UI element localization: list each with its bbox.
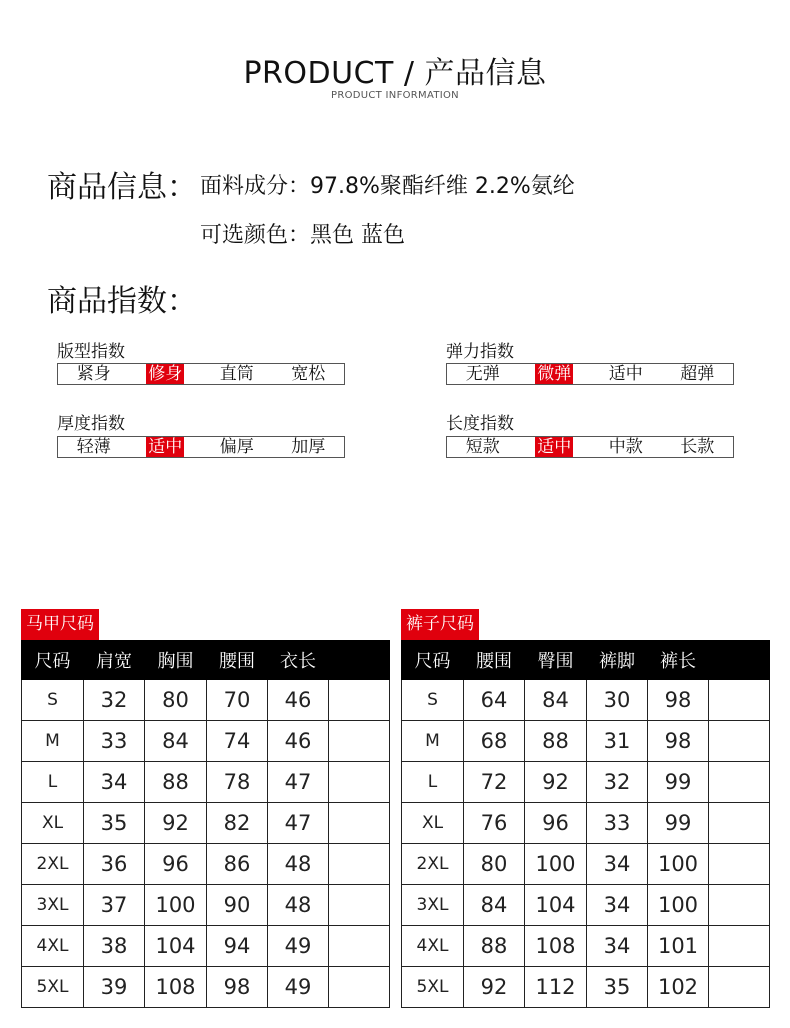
table-row [22, 721, 390, 762]
measurement-cell: 100 [525, 844, 587, 885]
column-header [329, 641, 390, 680]
product-info-heading: 商品信息： [47, 170, 197, 205]
measurement-cell: 84 [525, 680, 587, 721]
measurement-cell: 38 [84, 926, 145, 967]
measurement-cell: 49 [268, 967, 329, 1008]
column-header: 裤长 [648, 641, 709, 680]
column-header: 尺码 [402, 641, 464, 680]
measurement-cell [329, 680, 390, 721]
measurement-cell: 48 [268, 844, 329, 885]
measurement-cell [329, 762, 390, 803]
index-option [58, 437, 130, 457]
measurement-cell [709, 762, 770, 803]
measurement-cell: 82 [207, 803, 268, 844]
measurement-cell: 100 [648, 844, 709, 885]
table-row [22, 803, 390, 844]
measurement-cell: 80 [464, 844, 525, 885]
size-cell: S [22, 680, 84, 721]
table-header-row [22, 641, 390, 680]
measurement-cell: 108 [145, 967, 207, 1008]
thickness-index-bar [57, 436, 345, 458]
measurement-cell: 35 [587, 967, 648, 1008]
table-row [22, 885, 390, 926]
index-option-label: 紧身 [76, 364, 111, 384]
size-cell: XL [402, 803, 464, 844]
index-option-label: 偏厚 [219, 437, 254, 457]
measurement-cell [329, 844, 390, 885]
measurement-cell: 72 [464, 762, 525, 803]
length-index-bar [446, 436, 734, 458]
index-option-label: 微弹 [537, 364, 572, 384]
index-option-label: 超弹 [680, 364, 715, 384]
index-option [519, 437, 591, 457]
column-header: 衣长 [268, 641, 329, 680]
measurement-cell: 84 [464, 885, 525, 926]
measurement-cell: 34 [84, 762, 145, 803]
index-option-label: 中款 [608, 437, 643, 457]
size-cell: 5XL [402, 967, 464, 1008]
length-index-label: 长度指数 [446, 414, 514, 434]
table-row [22, 762, 390, 803]
table-row [402, 762, 770, 803]
size-cell: L [402, 762, 464, 803]
measurement-cell [709, 803, 770, 844]
fit-index-label: 版型指数 [57, 342, 125, 362]
measurement-cell: 94 [207, 926, 268, 967]
measurement-cell: 99 [648, 803, 709, 844]
index-option [590, 364, 662, 384]
table-row [402, 844, 770, 885]
measurement-cell: 112 [525, 967, 587, 1008]
index-option-label: 适中 [148, 437, 183, 457]
measurement-cell: 78 [207, 762, 268, 803]
index-option-label: 短款 [465, 437, 500, 457]
index-option-label: 直筒 [219, 364, 254, 384]
measurement-cell [709, 967, 770, 1008]
table-header-row [402, 641, 770, 680]
index-option [201, 437, 273, 457]
page-subtitle: PRODUCT INFORMATION [331, 90, 459, 101]
measurement-cell: 98 [648, 680, 709, 721]
measurement-cell: 76 [464, 803, 525, 844]
size-cell: 4XL [22, 926, 84, 967]
measurement-cell [709, 926, 770, 967]
measurement-cell: 39 [84, 967, 145, 1008]
measurement-cell: 88 [464, 926, 525, 967]
column-header: 肩宽 [84, 641, 145, 680]
index-option [273, 364, 345, 384]
index-option [273, 437, 345, 457]
measurement-cell [709, 680, 770, 721]
measurement-cell: 32 [84, 680, 145, 721]
index-option [590, 437, 662, 457]
measurement-cell: 86 [207, 844, 268, 885]
table-row [402, 721, 770, 762]
measurement-cell: 92 [464, 967, 525, 1008]
table-row [402, 885, 770, 926]
measurement-cell [329, 967, 390, 1008]
measurement-cell: 96 [525, 803, 587, 844]
index-option-label: 轻薄 [76, 437, 111, 457]
column-header: 腰围 [464, 641, 525, 680]
measurement-cell: 47 [268, 803, 329, 844]
measurement-cell: 104 [525, 885, 587, 926]
measurement-cell [709, 844, 770, 885]
measurement-cell [329, 926, 390, 967]
measurement-cell: 70 [207, 680, 268, 721]
measurement-cell [329, 803, 390, 844]
index-option [58, 364, 130, 384]
measurement-cell: 108 [525, 926, 587, 967]
measurement-cell: 99 [648, 762, 709, 803]
column-header: 臀围 [525, 641, 587, 680]
measurement-cell: 96 [145, 844, 207, 885]
index-option [130, 364, 202, 384]
measurement-cell: 102 [648, 967, 709, 1008]
size-cell: 5XL [22, 967, 84, 1008]
measurement-cell: 80 [145, 680, 207, 721]
fit-index-bar [57, 363, 345, 385]
measurement-cell [329, 721, 390, 762]
measurement-cell: 84 [145, 721, 207, 762]
size-cell: 2XL [402, 844, 464, 885]
table-row [22, 926, 390, 967]
measurement-cell: 32 [587, 762, 648, 803]
measurement-cell: 92 [145, 803, 207, 844]
index-option [447, 437, 519, 457]
index-option-label: 无弹 [465, 364, 500, 384]
measurement-cell: 34 [587, 844, 648, 885]
measurement-cell: 104 [145, 926, 207, 967]
measurement-cell: 33 [587, 803, 648, 844]
pants-size-table [401, 640, 770, 1008]
measurement-cell: 90 [207, 885, 268, 926]
measurement-cell: 88 [525, 721, 587, 762]
size-cell: 3XL [22, 885, 84, 926]
measurement-cell: 37 [84, 885, 145, 926]
measurement-cell: 92 [525, 762, 587, 803]
table-row [22, 967, 390, 1008]
stretch-index-bar [446, 363, 734, 385]
size-cell: M [402, 721, 464, 762]
vest-size-table [21, 640, 390, 1008]
measurement-cell: 33 [84, 721, 145, 762]
measurement-cell: 46 [268, 721, 329, 762]
table-row [402, 926, 770, 967]
column-header: 裤脚 [587, 641, 648, 680]
table-row [402, 680, 770, 721]
column-header: 尺码 [22, 641, 84, 680]
measurement-cell: 30 [587, 680, 648, 721]
stretch-index-label: 弹力指数 [446, 342, 514, 362]
measurement-cell: 74 [207, 721, 268, 762]
index-option [662, 437, 734, 457]
column-header: 胸围 [145, 641, 207, 680]
index-option [130, 437, 202, 457]
table-row [402, 803, 770, 844]
table-row [22, 680, 390, 721]
column-header: 腰围 [207, 641, 268, 680]
measurement-cell: 36 [84, 844, 145, 885]
measurement-cell: 100 [648, 885, 709, 926]
index-option-label: 宽松 [291, 364, 326, 384]
measurement-cell [709, 885, 770, 926]
measurement-cell: 46 [268, 680, 329, 721]
table-row [402, 967, 770, 1008]
measurement-cell: 48 [268, 885, 329, 926]
index-option-label: 适中 [608, 364, 643, 384]
size-cell: 2XL [22, 844, 84, 885]
size-cell: M [22, 721, 84, 762]
measurement-cell: 100 [145, 885, 207, 926]
index-option-label: 修身 [148, 364, 183, 384]
index-option [519, 364, 591, 384]
measurement-cell: 64 [464, 680, 525, 721]
measurement-cell: 34 [587, 926, 648, 967]
size-cell: 3XL [402, 885, 464, 926]
size-cell: 4XL [402, 926, 464, 967]
product-index-heading: 商品指数： [47, 284, 197, 319]
measurement-cell: 98 [207, 967, 268, 1008]
index-option-label: 加厚 [291, 437, 326, 457]
measurement-cell: 88 [145, 762, 207, 803]
measurement-cell: 31 [587, 721, 648, 762]
measurement-cell [709, 721, 770, 762]
table-row [22, 844, 390, 885]
vest-size-tag: 马甲尺码 [21, 609, 99, 640]
size-cell: S [402, 680, 464, 721]
measurement-cell: 101 [648, 926, 709, 967]
index-option-label: 适中 [537, 437, 572, 457]
index-option-label: 长款 [680, 437, 715, 457]
measurement-cell: 68 [464, 721, 525, 762]
thickness-index-label: 厚度指数 [57, 414, 125, 434]
size-cell: L [22, 762, 84, 803]
measurement-cell: 47 [268, 762, 329, 803]
fabric-composition: 面料成分：97.8%聚酯纤维 2.2%氨纶 [200, 174, 575, 199]
measurement-cell: 35 [84, 803, 145, 844]
measurement-cell: 98 [648, 721, 709, 762]
pants-size-tag: 裤子尺码 [401, 609, 479, 640]
index-option [662, 364, 734, 384]
measurement-cell: 49 [268, 926, 329, 967]
available-colors: 可选颜色：黑色 蓝色 [200, 223, 405, 248]
index-option [447, 364, 519, 384]
size-cell: XL [22, 803, 84, 844]
page-title: PRODUCT / 产品信息 [243, 56, 547, 91]
measurement-cell [329, 885, 390, 926]
measurement-cell: 34 [587, 885, 648, 926]
column-header [709, 641, 770, 680]
index-option [201, 364, 273, 384]
